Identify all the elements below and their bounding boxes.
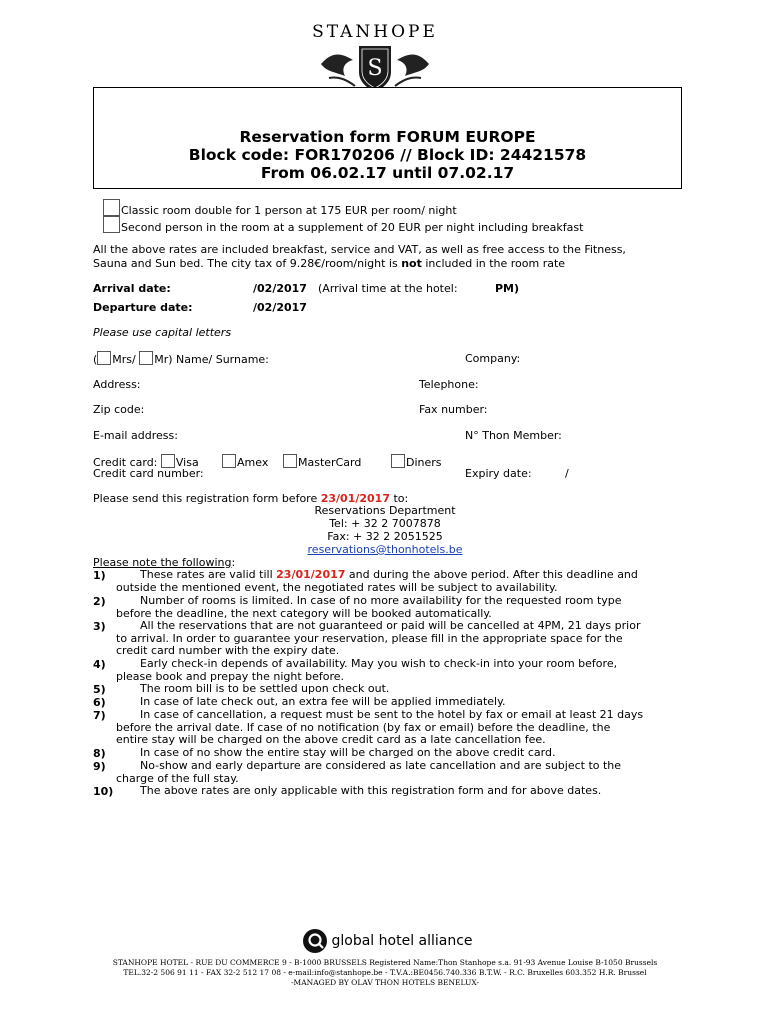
note-number: 5) bbox=[93, 683, 106, 696]
note-5: The room bill is to be settled upon check out. bbox=[140, 682, 390, 695]
block-code: Block code: FOR170206 // Block ID: 24421578 bbox=[188, 146, 587, 164]
note-number: 7) bbox=[93, 709, 106, 722]
note-number: 1) bbox=[93, 569, 106, 582]
note-number: 4) bbox=[93, 658, 106, 671]
logo-monogram: S bbox=[367, 56, 383, 81]
room-option-2[interactable] bbox=[103, 216, 583, 234]
reservations-dept: Reservations Department bbox=[314, 504, 456, 517]
room-option-label: Classic room double for 1 person at 175 EUR per room/ night bbox=[121, 204, 457, 217]
arrival-time-label: (Arrival time at the hotel: bbox=[318, 282, 458, 295]
note-6: In case of late check out, an extra fee will be applied immediately. bbox=[140, 695, 506, 708]
address-field[interactable]: Address: bbox=[93, 378, 141, 391]
amex-checkbox[interactable] bbox=[222, 454, 236, 468]
diners-checkbox[interactable] bbox=[391, 454, 405, 468]
cc-number-field[interactable]: Credit card number: bbox=[93, 467, 204, 480]
note-number: 9) bbox=[93, 760, 106, 773]
diners-option[interactable]: Diners bbox=[391, 454, 442, 469]
alliance-icon bbox=[302, 928, 328, 954]
company-field[interactable]: Company: bbox=[465, 352, 521, 365]
footer-line2: TEL.32-2 506 91 11 - FAX 32-2 512 17 08 - e-mail:info@stanhope.be - T.V.A.:BE0456.740.336 B.T.W. - R.C. Bruxelles 603.352 H.R. Brussel bbox=[123, 968, 647, 977]
contact-fax: Fax: + 32 2 2051525 bbox=[327, 530, 443, 543]
arrival-time-suffix[interactable]: PM) bbox=[495, 282, 520, 295]
zip-field[interactable]: Zip code: bbox=[93, 403, 145, 416]
room-option-label: Second person in the room at a supplement of 20 EUR per night including breakfast bbox=[121, 221, 584, 234]
note-9: No-show and early departure are considered as late cancellation and are subject to the charge of the full stay. bbox=[116, 759, 622, 785]
footer-line3: -MANAGED BY OLAV THON HOTELS BENELUX- bbox=[291, 978, 479, 987]
amex-option[interactable]: Amex bbox=[222, 454, 268, 469]
note-1: These rates are valid till 23/01/2017 and during the above period. After this deadline and outside the mentioned event, the negotiated rates will be subject to availability. bbox=[116, 568, 638, 594]
reservations-email-link[interactable]: reservations@thonhotels.be bbox=[307, 543, 463, 556]
note-4: Early check-in depends of availability. May you wish to check-in into your room before, please book and prepay the night before. bbox=[116, 657, 618, 683]
credit-card-row: Credit card: Visa bbox=[93, 456, 199, 469]
mastercard-checkbox[interactable] bbox=[283, 454, 297, 468]
note-number: 2) bbox=[93, 595, 106, 608]
rates-note-line1: All the above rates are included breakfast, service and VAT, as well as free access to the Fitness, bbox=[93, 243, 626, 256]
alliance-name: global hotel alliance bbox=[331, 933, 473, 949]
send-instruction: Please send this registration form before 23/01/2017 to: bbox=[93, 492, 409, 505]
alliance-logo bbox=[302, 928, 473, 956]
room-option-1[interactable] bbox=[103, 199, 457, 217]
title-box bbox=[93, 87, 682, 189]
room-option-checkbox[interactable] bbox=[103, 216, 120, 233]
room-option-checkbox[interactable] bbox=[103, 199, 120, 216]
rates-note-line2: Sauna and Sun bed. The city tax of 9.28€/room/night is not included in the room rate bbox=[93, 257, 566, 270]
mrs-checkbox[interactable] bbox=[97, 351, 111, 365]
expiry-separator: / bbox=[565, 467, 569, 480]
credit-card-label: Credit card: bbox=[93, 456, 158, 469]
note-number: 10) bbox=[93, 785, 114, 798]
date-range: From 06.02.17 until 07.02.17 bbox=[260, 164, 515, 182]
contact-tel: Tel: + 32 2 7007878 bbox=[329, 517, 441, 530]
note-10: The above rates are only applicable with this registration form and for above dates. bbox=[140, 784, 602, 797]
note-number: 3) bbox=[93, 620, 106, 633]
name-field[interactable]: ( Mrs/ Mr) Name/ Surname: bbox=[93, 353, 269, 366]
form-title: Reservation form FORUM EUROPE bbox=[239, 128, 536, 146]
fax-field[interactable]: Fax number: bbox=[419, 403, 488, 416]
mastercard-option[interactable]: MasterCard bbox=[283, 454, 361, 469]
departure-value[interactable]: /02/2017 bbox=[253, 301, 307, 314]
contact-block bbox=[93, 504, 677, 556]
note-number: 6) bbox=[93, 696, 106, 709]
capital-letters-note: Please use capital letters bbox=[93, 326, 232, 339]
note-number: 8) bbox=[93, 747, 106, 760]
telephone-field[interactable]: Telephone: bbox=[419, 378, 479, 391]
note-2: Number of rooms is limited. In case of no more availability for the requested room type before the deadline, the next category will be booked automatically. bbox=[116, 594, 622, 620]
expiry-field[interactable]: Expiry date: bbox=[465, 467, 532, 480]
notes-heading: Please note the following: bbox=[93, 556, 236, 569]
mr-checkbox[interactable] bbox=[139, 351, 153, 365]
email-field[interactable]: E-mail address: bbox=[93, 429, 178, 442]
arrival-label: Arrival date: bbox=[93, 282, 171, 295]
arrival-value[interactable]: /02/2017 bbox=[253, 282, 307, 295]
note-7: In case of cancellation, a request must be sent to the hotel by fax or email at least 21 days before the arrival date. If case of no notification (by fax or email) before the deadline, the entire stay will be charged on the above credit card as a late cancellation fee. bbox=[116, 708, 644, 747]
visa-checkbox[interactable] bbox=[161, 454, 175, 468]
logo-name: STANHOPE bbox=[312, 22, 438, 42]
footer bbox=[60, 958, 710, 988]
thon-member-field[interactable]: N° Thon Member: bbox=[465, 429, 562, 442]
note-3: All the reservations that are not guaranteed or paid will be cancelled at 4PM, 21 days prior to arrival. In order to guarantee your reservation, please fill in the appropriate space for the credit card number with the expiry date. bbox=[116, 619, 641, 658]
departure-label: Departure date: bbox=[93, 301, 193, 314]
footer-line1: STANHOPE HOTEL - RUE DU COMMERCE 9 - B-1000 BRUSSELS Registered Name:Thon Stanhope s.a. 91-93 Avenue Louise B-1050 Brussels bbox=[112, 958, 658, 967]
note-8: In case of no show the entire stay will be charged on the above credit card. bbox=[140, 746, 556, 759]
